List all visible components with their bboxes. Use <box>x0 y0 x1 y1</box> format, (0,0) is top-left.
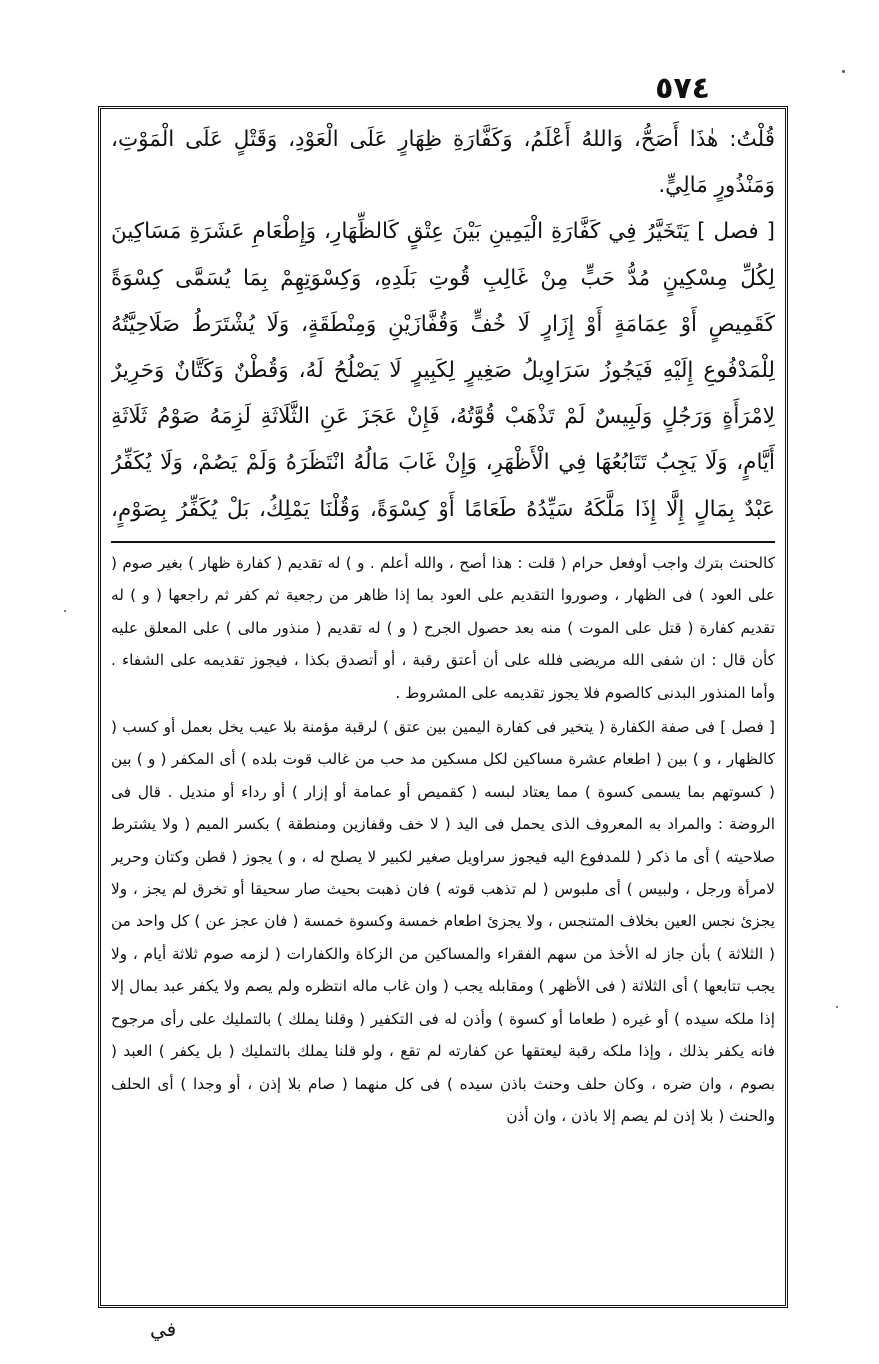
scan-speck <box>836 1006 838 1008</box>
main-text <box>111 117 775 535</box>
page-frame <box>98 106 788 1308</box>
commentary-text <box>111 547 775 1287</box>
catchword: في <box>150 1317 177 1341</box>
main-text-paragraph: قُلْتُ: هٰذَا أَصَحُّ، وَاللهُ أَعْلَمُ، وَكَفَّارَةِ ظِهَارٍ عَلَى الْعَوْدِ، وَقَتْلٍ عَلَى الْمَوْتِ، وَمَنْذُورٍ مَالِيٍّ. <box>111 127 775 199</box>
commentary-paragraph: كالحنث بترك واجب أوفعل حرام ( قلت : هذا أصح ، والله أعلم . و ) له تقديم ( كفارة ظهار ) بغير صوم ( على العود ) فى الظهار ، وصوروا التقديم على العود بما إذا ظاهر من رجعية ثم كفر ثم راجعها ( و ) له تقديم كفارة ( قتل على الموت ) منه بعد حصول الجرح ( و ) له تقديم ( منذور مالى ) على المعلق عليه كأن قال : ان شفى الله مريضى فلله على أن أعتق رقبة ، أو أتصدق بكذا ، فيجوز تقديمه على الشفاء . وأما المنذور البدنى كالصوم فلا يجوز تقديمه على المشروط . <box>111 554 775 702</box>
section-divider <box>111 541 775 543</box>
scan-speck <box>842 70 845 73</box>
page-number: ٥٧٤ <box>655 71 710 106</box>
main-text-paragraph: [ فصل ] يَتَخَيَّرُ فِي كَفَّارَةِ الْيَمِينِ بَيْنَ عِتْقٍ كَالظِّهَارِ، وَإِطْعَامِ عَشَرَةِ مَسَاكِينَ لِكُلِّ مِسْكِينٍ مُدُّ حَبٍّ مِنْ غَالِبِ قُوتِ بَلَدِهِ، وَكِسْوَتِهِمْ بِمَا يُسَمَّى كِسْوَةً كَقَمِيصٍ أَوْ عِمَامَةٍ أَوْ إِزَارٍ لَا خُفٍّ وَقُفَّازَيْنِ وَمِنْطَقَةٍ، وَلَا يُشْتَرَطُ صَلَاحِيَّتُهُ لِلْمَدْفُوعِ إِلَيْهِ فَيَجُوزُ سَرَاوِيلُ صَغِيرٍ لِكَبِيرٍ لَا يَصْلُحُ لَهُ، وَقُطْنٌ وَكَتَّانٌ وَحَرِيرٌ لِامْرَأَةٍ وَرَجُلٍ وَلَبِيسٌ لَمْ تَذْهَبْ قُوَّتُهُ، فَإِنْ عَجَزَ عَنِ الثَّلَاثَةِ لَزِمَهُ صَوْمُ ثَلَاثَةِ أَيَّامٍ، وَلَا يَجِبُ تَتَابُعُهَا فِي الْأَظْهَرِ، وَإِنْ غَابَ مَالُهُ انْتَظَرَهُ وَلَمْ يَصُمْ، وَلَا يُكَفِّرُ عَبْدٌ بِمَالٍ إِلَّا إِذَا مَلَّكَهُ سَيِّدُهُ طَعَامًا أَوْ كِسْوَةً، وَقُلْنَا يَمْلِكُ، بَلْ يُكَفِّرُ بِصَوْمٍ، <box>111 219 775 522</box>
commentary-paragraph: [ فصل ] فى صفة الكفارة ( يتخير فى كفارة اليمين بين عتق ) لرقبة مؤمنة بلا عيب يخل بعمل أو كسب ( كالظهار ، و ) بين ( اطعام عشرة مساكين لكل مسكين مد حب من غالب قوت بلده ) أى المكفر ( و ) بين ( كسوتهم بما يسمى كسوة ) مما يعتاد لبسه ( كقميص أو عمامة أو إزار ) أو رداء أو منديل . قال فى الروضة : والمراد به المعروف الذى يحمل فى اليد ( لا خف وقفازين ومنطقة ) بكسر الميم ( ولا يشترط صلاحيته ) أى ما ذكر ( للمدفوع اليه فيجوز سراويل صغير لكبير لا يصلح له ، و ) يجوز ( قطن وكتان وحرير لامرأة ورجل ، ولبيس ) أى ملبوس ( لم تذهب قوته ) فان ذهبت بحيث صار سحيقا أو تخرق لم يجز ، ولا يجزئ نجس العين بخلاف المتنجس ، ولا يجزئ اطعام خمسة وكسوة خمسة ( فان عجز عن ) كل واحد من ( الثلاثة ) بأن جاز له الأخذ من سهم الفقراء والمساكين من الزكاة والكفارات ( لزمه صوم ثلاثة أيام ، ولا يجب تتابعها ) أى الثلاثة ( فى الأظهر ) ومقابله يجب ( وان غاب ماله انتظره ولم يصم ولا يكفر عبد بمال إلا إذا ملكه سيده ) أو غيره ( طعاما أو كسوة ) وأذن له فى التكفير ( وقلنا يملك ) بالتمليك على رأى مرجوح فانه يكفر بذلك ، وإذا ملكه رقبة ليعتقها عن كفارته لم تقع ، ولو قلنا يملك بالتمليك ( بل يكفر ) العبد ( بصوم ، وان ضره ، وكان حلف وحنث باذن سيده ) فى كل منهما ( صام بلا إذن ، أو وجدا ) أى الحلف والحنث ( بلا إذن لم يصم إلا باذن ، وان أذن <box>111 718 775 1125</box>
scan-speck <box>64 610 66 612</box>
